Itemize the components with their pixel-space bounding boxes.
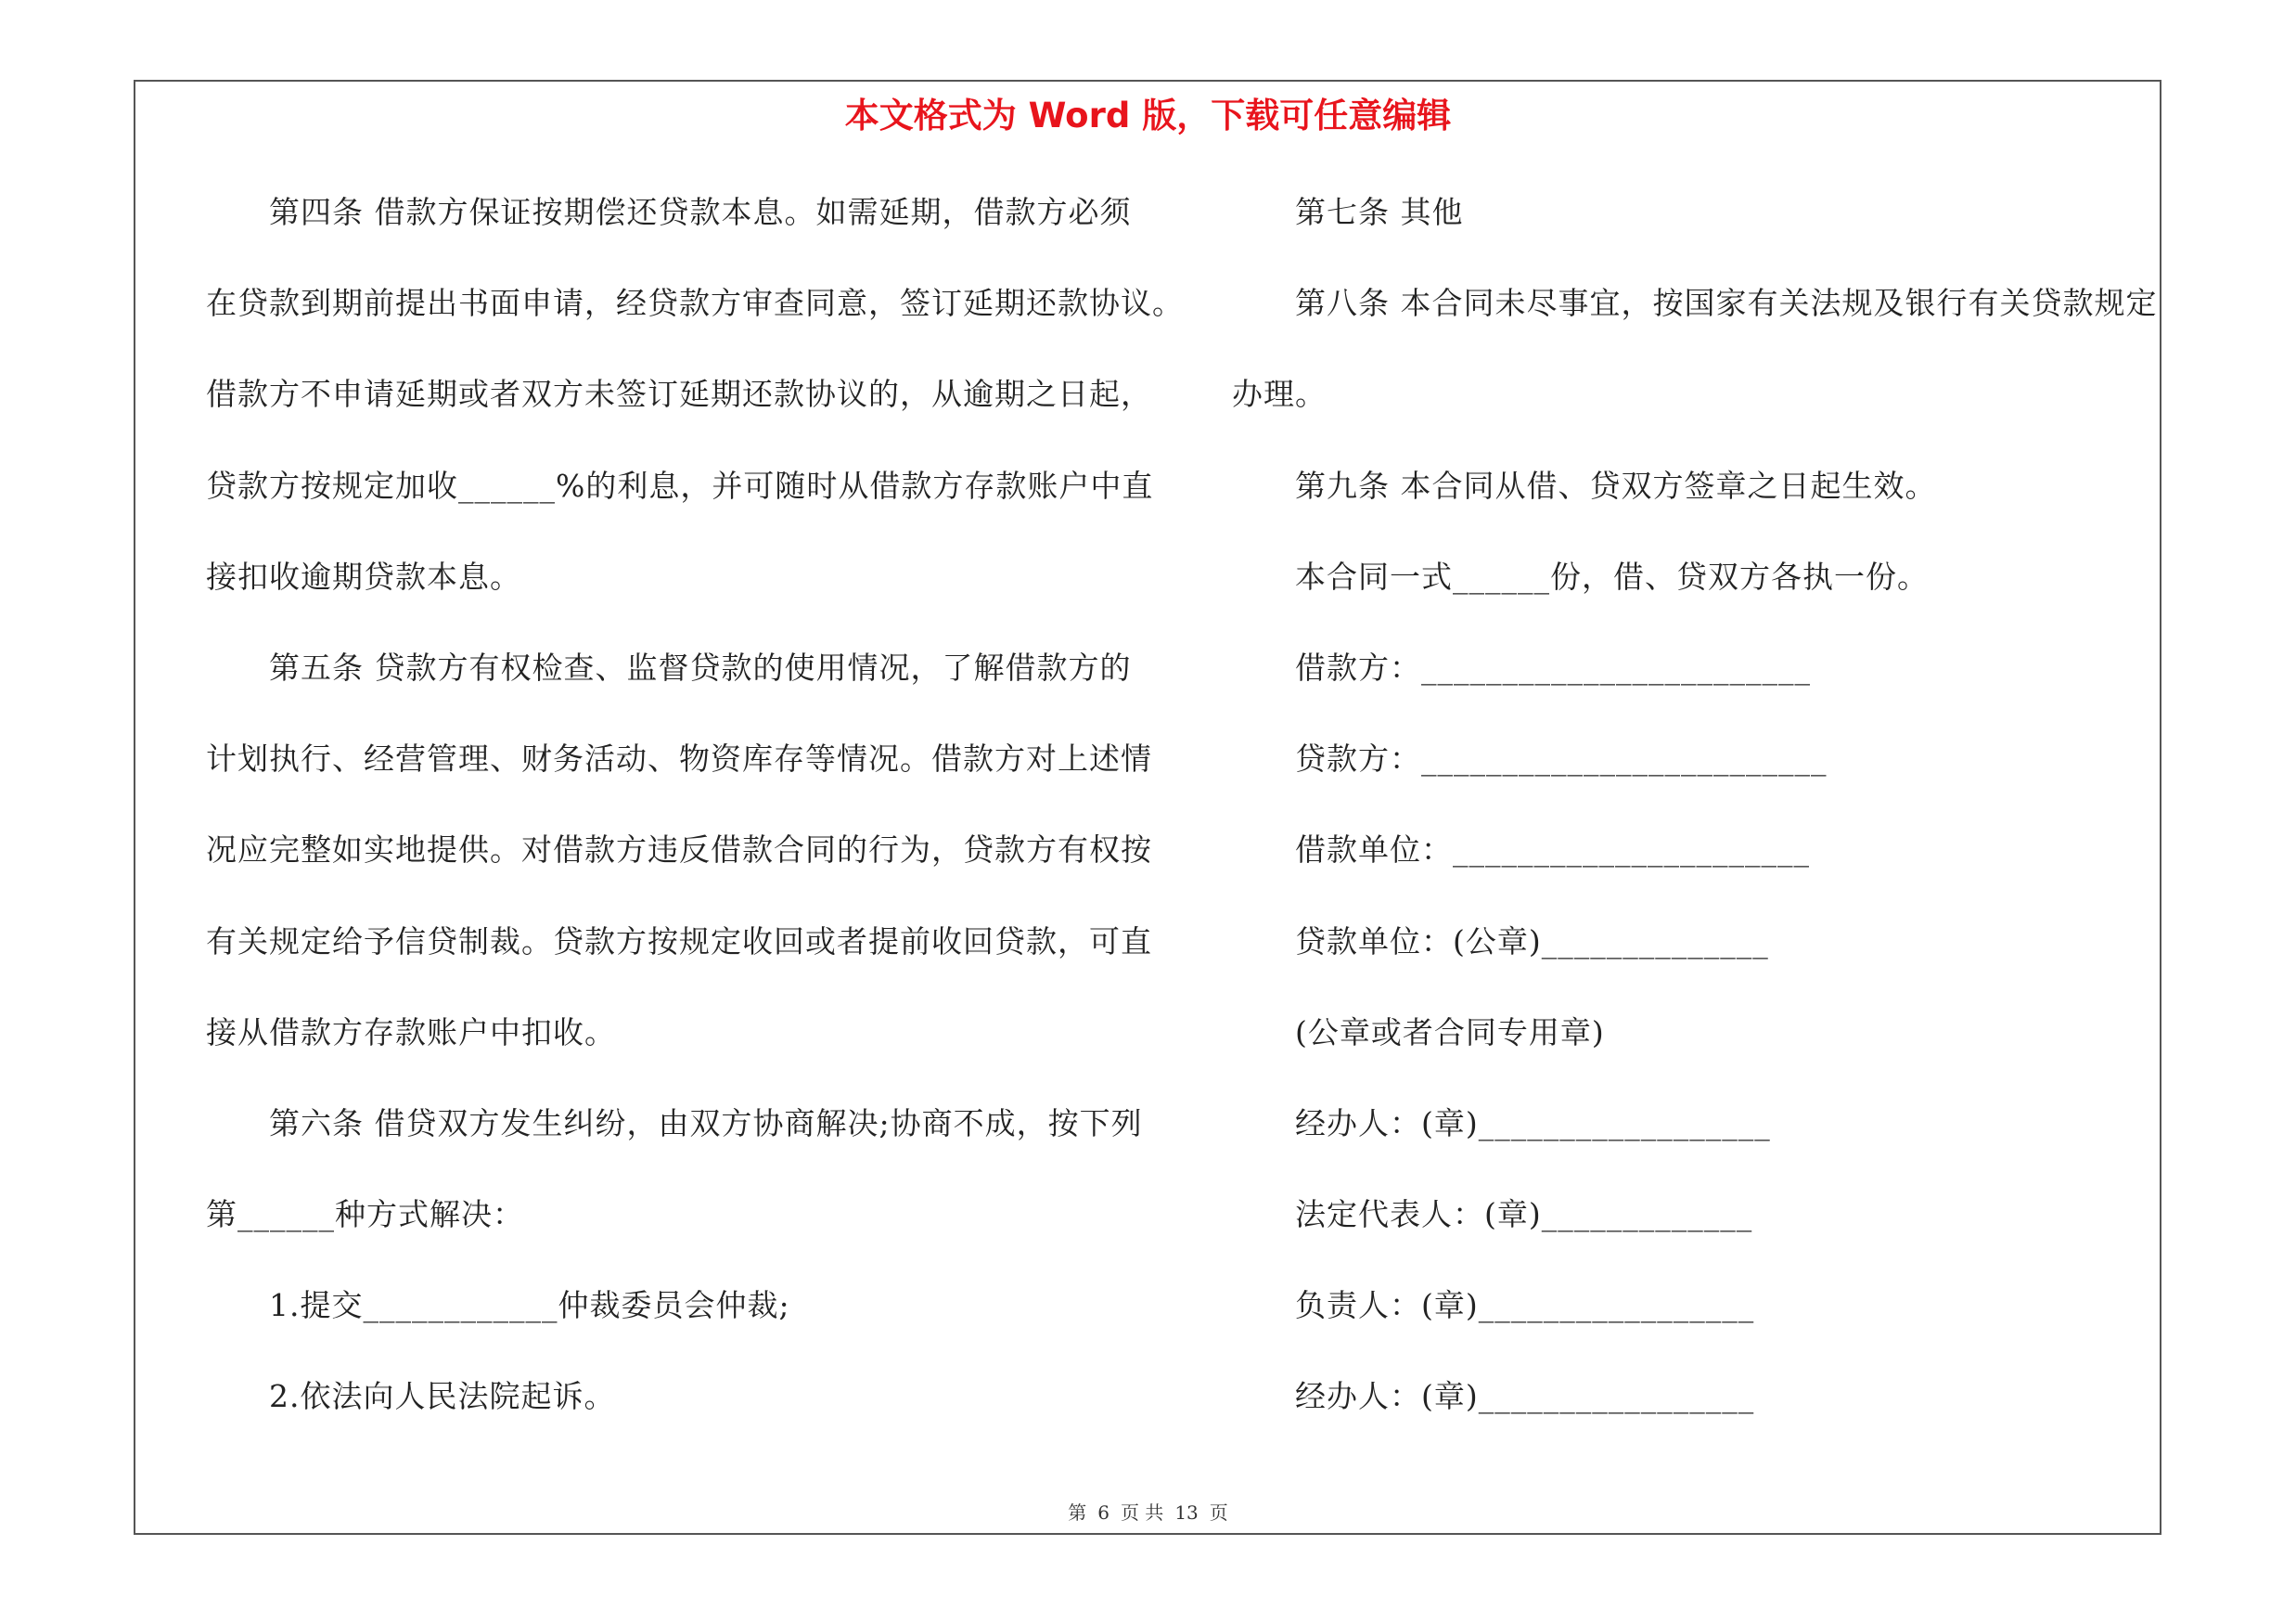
signature-line-handler: 经办人：(章)__________________	[1295, 1104, 1771, 1141]
footer-suffix: 页	[1209, 1501, 1228, 1524]
page-footer	[0, 1498, 2296, 1525]
left-line: 接从借款方存款账户中扣收。	[206, 1013, 616, 1050]
signature-line-lender: 贷款方：_________________________	[1295, 741, 1828, 778]
right-line: 第七条 其他	[1295, 194, 1464, 230]
left-line: 第六条 借贷双方发生纠纷，由双方协商解决;协商不成，按下列	[269, 1104, 1143, 1141]
left-line: 第五条 贷款方有权检查、监督贷款的使用情况，了解借款方的	[269, 649, 1132, 686]
left-line: 况应完整如实地提供。对借款方违反借款合同的行为，贷款方有权按	[206, 831, 1152, 869]
signature-line-legal-rep: 法定代表人：(章)_____________	[1295, 1196, 1753, 1233]
right-line: 第九条 本合同从借、贷双方签章之日起生效。	[1295, 467, 1937, 504]
left-line: 第四条 借款方保证按期偿还贷款本息。如需延期，借款方必须	[269, 194, 1132, 230]
signature-line-borrower: 借款方：________________________	[1295, 649, 1811, 686]
footer-middle: 页 共	[1120, 1501, 1164, 1524]
left-line: 1.提交____________仲裁委员会仲裁;	[269, 1287, 790, 1324]
signature-line-handler-2: 经办人：(章)_________________	[1295, 1378, 1755, 1415]
right-line: 本合同一式______份，借、贷双方各执一份。	[1295, 558, 1929, 595]
left-line: 有关规定给予信贷制裁。贷款方按规定收回或者提前收回贷款，可直	[206, 922, 1152, 960]
left-line: 接扣收逾期贷款本息。	[206, 558, 521, 595]
signature-line-lender-unit: 贷款单位：(公章)______________	[1295, 922, 1769, 960]
right-line: 第八条 本合同未尽事宜，按国家有关法规及银行有关贷款规定	[1295, 285, 2158, 322]
left-column	[206, 182, 1184, 1458]
format-banner: 本文格式为 Word 版，下载可任意编辑	[844, 96, 1452, 135]
signature-line-principal: 负责人：(章)_________________	[1295, 1287, 1755, 1324]
left-line: 贷款方按规定加收______%的利息，并可随时从借款方存款账户中直	[206, 467, 1154, 504]
signature-line-borrower-unit: 借款单位：______________________	[1295, 831, 1810, 869]
footer-current-page: 6	[1097, 1501, 1110, 1524]
right-column	[1232, 182, 2160, 1458]
left-line: 2.依法向人民法院起诉。	[269, 1378, 616, 1415]
left-line: 计划执行、经营管理、财务活动、物资库存等情况。借款方对上述情	[206, 741, 1152, 778]
footer-prefix: 第	[1068, 1501, 1087, 1524]
seal-note: (公章或者合同专用章)	[1295, 1013, 1605, 1050]
left-line: 第______种方式解决：	[206, 1196, 524, 1233]
left-line: 借款方不申请延期或者双方未签订延期还款协议的，从逾期之日起，	[206, 376, 1152, 413]
left-line: 在贷款到期前提出书面申请，经贷款方审查同意，签订延期还款协议。	[206, 285, 1184, 322]
footer-total-pages: 13	[1174, 1501, 1199, 1524]
right-line: 办理。	[1232, 376, 1327, 413]
